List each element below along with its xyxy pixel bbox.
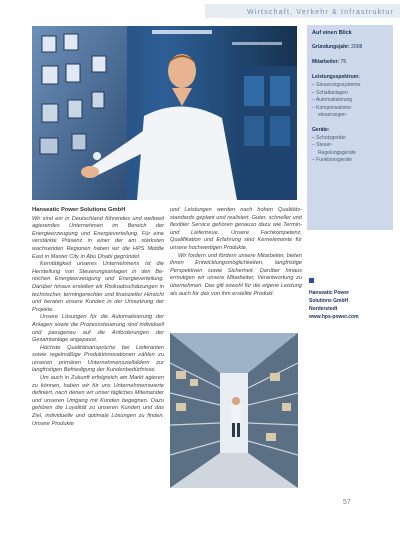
- bullet-square-icon: [309, 278, 314, 283]
- founded-row: [312, 44, 388, 50]
- header-band: [205, 4, 400, 18]
- list-item: Regelungsgeräte: [318, 149, 357, 156]
- contact-company: Hanseatic Power: [309, 290, 350, 296]
- section-title: Wirtschaft, Verkehr & Infrastruktur: [246, 9, 394, 16]
- article-right-column: [170, 207, 302, 298]
- article-left-column: [32, 207, 164, 428]
- devices-list: [312, 135, 388, 165]
- list-item: – Schaltanlagen: [312, 89, 348, 96]
- warehouse-aisle-photo: [170, 333, 298, 488]
- list-item: – Steuerungssysteme: [312, 82, 361, 88]
- services-label: Leistungsspektrum:: [312, 74, 360, 80]
- list-item: – Kompensations-: [312, 104, 353, 111]
- at-a-glance-box: [307, 25, 393, 230]
- services-list: [312, 82, 388, 120]
- article-paragraph: Kerntätigkeit unseres Unternehmens ist die Herstellung von Steuerungsanlagen in den Bereichen Energieerzeugung und Energieverteilung. Darüber hinaus erstellen wir Risikoabschätzungen in technischer, termingerechter und finanzieller Hinsicht und beraten unsere Kunden in der Umsetzung der Projekte.: [32, 261, 164, 313]
- article-paragraph: und Leistungen werden nach hohen Qualitätsstandards geplant und realisiert. Guter, schneller und flexibler Service gehören genauso dazu wie Termin- und Liefertreue. Unsere Fachkompetenz, Qualifikation und Erfahrung sind Kernelemente für unsere hochwertigen Produkte.: [170, 207, 302, 251]
- devices-label: Geräte:: [312, 126, 330, 133]
- founded-value: 2008: [351, 44, 363, 50]
- engineer-control-panel-photo: [32, 26, 297, 200]
- employees-row: [312, 59, 388, 65]
- list-item: steuerungen: [318, 112, 346, 118]
- list-item: – Funktionsgeräte: [312, 157, 353, 163]
- article-company-name: Hanseatic Power Solutions GmbH: [32, 207, 126, 213]
- employees-label: Mitarbeiter:: [312, 59, 340, 65]
- page-number: 57: [343, 499, 351, 506]
- article-paragraph: Höchste Qualitätsansprüche bei Lieferanten sowie regelmäßige Produktinnovationen zählen zu unseren primären Unternehmenszielbildern zur langfristigen Befriedigung der Kundenbedürfnisse.: [32, 344, 164, 374]
- list-item: – Steuer-: [312, 142, 333, 148]
- at-a-glance-title: Auf einen Blick: [312, 30, 352, 36]
- article-paragraph: Unsere Lösungen für die Automatisierung der Anlagen sowie die Prozesssteuerung sind individuell und passgenau auf die Anforderungen der Gesamtanlage angepasst.: [32, 314, 164, 344]
- contact-company-2: Solutions GmbH: [309, 298, 349, 304]
- founded-label: Gründungsjahr:: [312, 44, 350, 50]
- employees-value: 75: [340, 59, 347, 65]
- list-item: – Schutzgeräte: [312, 134, 346, 141]
- article-paragraph: Um auch in Zukunft erfolgreich am Markt agieren zu können, haben wir für uns Unternehmenswerte definiert, nach denen wir unser tägliches Miteinander und unseren Umgang mit Kunden begegnen. Dazu gehören die Loyalität zu unseren Kunden und das Ziel, individuelle und optimale Lösungen zu finden. Unsere Produkte: [32, 375, 164, 427]
- article-paragraph: Wir fordern und fördern unsere Mitarbeiter, bieten ihnen Entwicklungsmöglichkeiten, langfristige Perspektiven sowie Sicherheit. Darüber hinaus ermutigen wir unsere Mitarbeiter, Verantwortung zu übernehmen. Das gilt sowohl für die eigene Leistung als auch für das von ihm erstellte Produkt.: [170, 252, 302, 297]
- article-paragraph: Wir sind ein in Deutschland führendes und weltweit agierendes Unternehmen im Bereich der Energieerzeugung und Energieverteilung. Für eine verstärkte Präsenz in einer der am stärksten wachsenden Regionen haben wir die HPS Middle East in Master City in Abu Dhabi gegründet.: [32, 215, 164, 260]
- contact-block: [309, 278, 393, 321]
- list-item: – Automatisierung: [312, 97, 353, 103]
- contact-website[interactable]: www.hps-power.com: [309, 314, 359, 320]
- contact-city: Norderstedt: [309, 306, 338, 312]
